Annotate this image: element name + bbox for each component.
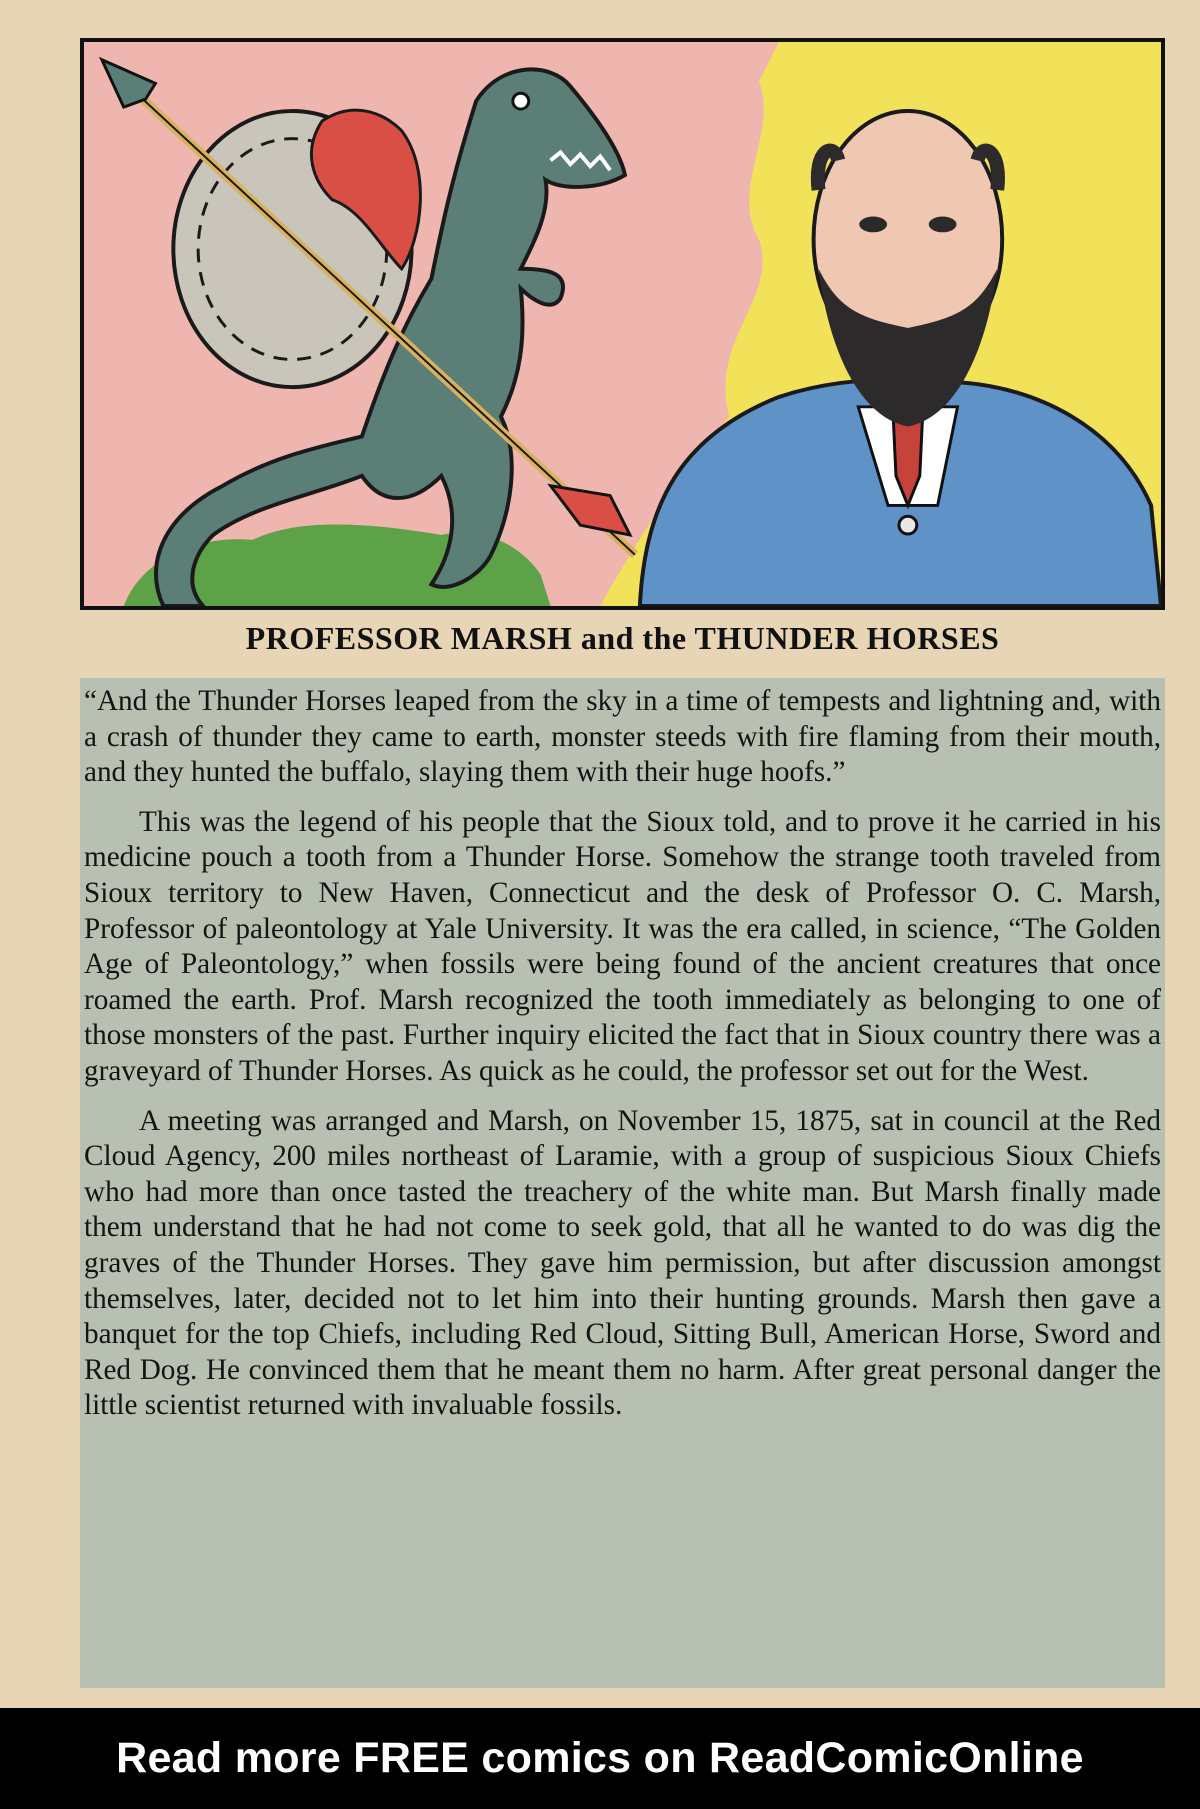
right-eye [929, 217, 957, 233]
left-eye [859, 217, 887, 233]
panel-illustration [84, 42, 1161, 606]
dinosaur-eye [513, 93, 529, 109]
paragraph-meeting: A meeting was arranged and Marsh, on November 15, 1875, sat in council at the Red Cloud Agency, 200 miles northeast of Laramie, with a group of suspicious Sioux Chiefs who had more than once tasted the treachery of the white man. But Marsh finally made them understand that he had not come to seek gold, that all he wanted to do was dig the graves of the Thunder Horses. They gave him permission, but after discussion amongst themselves, later, decided not to let him into their hunting grounds. Marsh then gave a banquet for the top Chiefs, including Red Cloud, Sitting Bull, American Horse, Sword and Red Dog. He convinced them that he meant them no harm. After great personal danger the little scientist returned with invaluable fossils. [84, 1104, 1161, 1422]
coat-button [899, 516, 917, 534]
paragraph-legend: “And the Thunder Horses leaped from the sky in a time of tempests and lightning and, with a crash of thunder they came to earth, monster steeds with fire flaming from their mouth, and they hunted the buffalo, slaying them with their huge hoofs.” [84, 685, 1161, 789]
promo-banner[interactable]: Read more FREE comics on ReadComicOnline [0, 1708, 1200, 1809]
paragraph-tooth: This was the legend of his people that the Sioux told, and to prove it he carried in his medicine pouch a tooth from a Thunder Horse. Somehow the strange tooth traveled from Sioux territory to New Haven, Connecticut and the desk of Professor O. C. Marsh, Professor of paleontology at Yale University. It was the era called, in science, “The Golden Age of Paleontology,” when fossils were being found of the ancient creatures that once roamed the earth. Prof. Marsh recognized the tooth immediately as belonging to one of those monsters of the past. Further inquiry elicited the fact that in Sioux country there was a graveyard of Thunder Horses. As quick as he could, the professor set out for the West. [84, 805, 1161, 1087]
illustration-panel [80, 38, 1165, 610]
article-text-box [80, 678, 1165, 1688]
article-title: PROFESSOR MARSH and the THUNDER HORSES [245, 620, 1000, 656]
